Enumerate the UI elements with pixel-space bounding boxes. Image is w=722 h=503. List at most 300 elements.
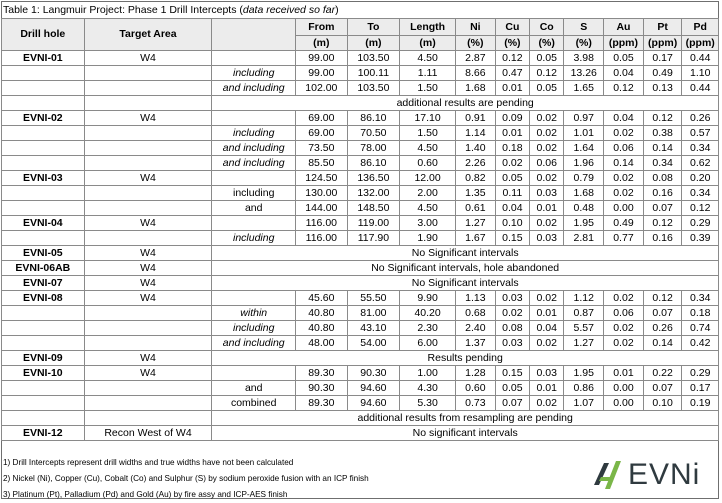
value-cu: 0.01 (495, 81, 529, 96)
value-s: 0.87 (564, 306, 604, 321)
value-from: 69.00 (296, 111, 348, 126)
target-area: W4 (84, 111, 212, 126)
header-cu: Cu (495, 19, 529, 36)
header-from-unit: (m) (296, 36, 348, 51)
value-length: 2.00 (400, 186, 456, 201)
value-to: 148.50 (347, 201, 400, 216)
table-body (2, 51, 719, 441)
target-area (84, 381, 212, 396)
drill-hole-id: EVNI-07 (2, 276, 85, 291)
table-row (2, 366, 719, 381)
table-row (2, 381, 719, 396)
value-ni: 0.60 (456, 381, 496, 396)
value-pt: 0.17 (643, 51, 682, 66)
value-cu: 0.05 (495, 381, 529, 396)
value-co: 0.12 (530, 66, 564, 81)
value-length: 9.90 (400, 291, 456, 306)
header-drill-hole: Drill hole (2, 19, 85, 51)
value-from: 89.30 (296, 366, 348, 381)
header-pt: Pt (643, 19, 682, 36)
target-area (84, 321, 212, 336)
value-pt: 0.10 (643, 396, 682, 411)
value-co: 0.02 (530, 126, 564, 141)
drill-hole-id (2, 156, 85, 171)
value-au: 0.04 (604, 66, 644, 81)
table-row (2, 66, 719, 81)
target-area: W4 (84, 216, 212, 231)
value-ni: 0.91 (456, 111, 496, 126)
target-area: W4 (84, 51, 212, 66)
drill-hole-id (2, 141, 85, 156)
interval-qualifier (212, 51, 296, 66)
value-au: 0.49 (604, 216, 644, 231)
value-co: 0.03 (530, 186, 564, 201)
table-title: Table 1: Langmuir Project: Phase 1 Drill Intercepts (data received so far) (3, 4, 339, 16)
interval-status: No Significant intervals (212, 276, 719, 291)
header-s-unit: (%) (564, 36, 604, 51)
value-from: 116.00 (296, 216, 348, 231)
value-pt: 0.49 (643, 66, 682, 81)
value-co: 0.06 (530, 156, 564, 171)
value-to: 86.10 (347, 156, 400, 171)
interval-qualifier: within (212, 306, 296, 321)
interval-qualifier: including (212, 231, 296, 246)
target-area: Recon West of W4 (84, 426, 212, 441)
value-cu: 0.15 (495, 231, 529, 246)
value-s: 0.48 (564, 201, 604, 216)
value-cu: 0.04 (495, 201, 529, 216)
interval-qualifier: and (212, 201, 296, 216)
value-co: 0.02 (530, 336, 564, 351)
value-to: 55.50 (347, 291, 400, 306)
value-s: 1.07 (564, 396, 604, 411)
interval-qualifier (212, 216, 296, 231)
evni-logo (590, 455, 716, 495)
target-area: W4 (84, 246, 212, 261)
value-pd: 0.20 (682, 171, 719, 186)
drill-hole-id: EVNI-02 (2, 111, 85, 126)
header-au: Au (604, 19, 644, 36)
header-s: S (564, 19, 604, 36)
value-co: 0.03 (530, 231, 564, 246)
target-area: W4 (84, 171, 212, 186)
pending-note: additional results from resampling are pending (212, 411, 719, 426)
value-cu: 0.11 (495, 186, 529, 201)
row-empty-hole (2, 96, 85, 111)
target-area (84, 126, 212, 141)
footnote-3: 3) Platinum (Pt), Palladium (Pd) and Gold (Au) by fire assy and ICP-AES finish (3, 490, 288, 499)
value-ni: 1.13 (456, 291, 496, 306)
target-area (84, 201, 212, 216)
drill-hole-id: EVNI-03 (2, 171, 85, 186)
header-pd: Pd (682, 19, 719, 36)
value-s: 1.95 (564, 216, 604, 231)
value-au: 0.00 (604, 201, 644, 216)
value-ni: 1.35 (456, 186, 496, 201)
value-cu: 0.01 (495, 126, 529, 141)
value-cu: 0.18 (495, 141, 529, 156)
table-row (2, 186, 719, 201)
interval-qualifier: including (212, 321, 296, 336)
value-au: 0.05 (604, 51, 644, 66)
value-co: 0.01 (530, 381, 564, 396)
value-length: 1.11 (400, 66, 456, 81)
value-s: 1.68 (564, 186, 604, 201)
value-to: 70.50 (347, 126, 400, 141)
value-s: 1.65 (564, 81, 604, 96)
value-from: 89.30 (296, 396, 348, 411)
value-s: 1.95 (564, 366, 604, 381)
table-row (2, 246, 719, 261)
value-to: 119.00 (347, 216, 400, 231)
value-co: 0.05 (530, 81, 564, 96)
interval-qualifier: and including (212, 156, 296, 171)
interval-status: No significant intervals (212, 426, 719, 441)
value-ni: 1.67 (456, 231, 496, 246)
drill-hole-id (2, 201, 85, 216)
header-length: Length (400, 19, 456, 36)
value-au: 0.02 (604, 321, 644, 336)
value-pd: 0.34 (682, 291, 719, 306)
value-ni: 0.68 (456, 306, 496, 321)
drill-hole-id: EVNI-05 (2, 246, 85, 261)
value-pd: 0.34 (682, 186, 719, 201)
value-to: 43.10 (347, 321, 400, 336)
value-s: 1.27 (564, 336, 604, 351)
table-row (2, 96, 719, 111)
value-pd: 0.17 (682, 381, 719, 396)
value-co: 0.03 (530, 366, 564, 381)
value-co: 0.01 (530, 201, 564, 216)
value-from: 69.00 (296, 126, 348, 141)
interval-qualifier: including (212, 186, 296, 201)
table-row (2, 396, 719, 411)
drill-hole-id: EVNI-12 (2, 426, 85, 441)
value-from: 99.00 (296, 51, 348, 66)
header-co: Co (530, 19, 564, 36)
drill-hole-id: EVNI-10 (2, 366, 85, 381)
value-pd: 0.29 (682, 216, 719, 231)
value-ni: 1.28 (456, 366, 496, 381)
value-length: 0.60 (400, 156, 456, 171)
table-row (2, 321, 719, 336)
value-ni: 8.66 (456, 66, 496, 81)
value-from: 116.00 (296, 231, 348, 246)
footnotes (3, 455, 369, 503)
table-row (2, 426, 719, 441)
value-length: 3.00 (400, 216, 456, 231)
interval-qualifier: including (212, 66, 296, 81)
footnote-1: 1) Drill Intercepts represent drill widths and true widths have not been calculated (3, 458, 294, 467)
value-ni: 2.40 (456, 321, 496, 336)
value-ni: 1.27 (456, 216, 496, 231)
table-row (2, 156, 719, 171)
value-length: 4.50 (400, 51, 456, 66)
value-from: 73.50 (296, 141, 348, 156)
value-pd: 0.26 (682, 111, 719, 126)
value-cu: 0.12 (495, 51, 529, 66)
drill-hole-id: EVNI-08 (2, 291, 85, 306)
value-ni: 2.26 (456, 156, 496, 171)
value-au: 0.06 (604, 141, 644, 156)
value-pt: 0.16 (643, 231, 682, 246)
target-area: W4 (84, 351, 212, 366)
value-s: 0.97 (564, 111, 604, 126)
interval-qualifier: and (212, 381, 296, 396)
value-pd: 0.29 (682, 366, 719, 381)
value-from: 48.00 (296, 336, 348, 351)
header-to-unit: (m) (347, 36, 400, 51)
value-s: 2.81 (564, 231, 604, 246)
target-area (84, 306, 212, 321)
value-ni: 0.73 (456, 396, 496, 411)
value-from: 85.50 (296, 156, 348, 171)
value-co: 0.02 (530, 291, 564, 306)
value-s: 13.26 (564, 66, 604, 81)
value-au: 0.02 (604, 186, 644, 201)
value-from: 90.30 (296, 381, 348, 396)
table-row (2, 171, 719, 186)
target-area (84, 231, 212, 246)
value-au: 0.02 (604, 171, 644, 186)
evni-logo-text: EVNi (628, 458, 701, 491)
value-length: 6.00 (400, 336, 456, 351)
table-row (2, 126, 719, 141)
value-s: 1.96 (564, 156, 604, 171)
value-to: 103.50 (347, 81, 400, 96)
value-ni: 1.68 (456, 81, 496, 96)
table-row (2, 216, 719, 231)
value-to: 78.00 (347, 141, 400, 156)
value-length: 4.50 (400, 141, 456, 156)
value-pt: 0.08 (643, 171, 682, 186)
value-co: 0.04 (530, 321, 564, 336)
value-length: 1.50 (400, 81, 456, 96)
drill-hole-id (2, 381, 85, 396)
drill-hole-id (2, 81, 85, 96)
value-from: 40.80 (296, 306, 348, 321)
header-cu-unit: (%) (495, 36, 529, 51)
target-area: W4 (84, 276, 212, 291)
value-length: 1.90 (400, 231, 456, 246)
table-row (2, 201, 719, 216)
value-from: 130.00 (296, 186, 348, 201)
value-pd: 0.44 (682, 81, 719, 96)
header-to: To (347, 19, 400, 36)
value-au: 0.04 (604, 111, 644, 126)
value-pd: 0.12 (682, 201, 719, 216)
value-cu: 0.02 (495, 156, 529, 171)
value-au: 0.06 (604, 306, 644, 321)
table-row (2, 291, 719, 306)
value-pd: 0.39 (682, 231, 719, 246)
drill-hole-id (2, 321, 85, 336)
value-au: 0.02 (604, 336, 644, 351)
value-to: 86.10 (347, 111, 400, 126)
value-pt: 0.34 (643, 156, 682, 171)
value-pt: 0.12 (643, 111, 682, 126)
value-s: 0.79 (564, 171, 604, 186)
value-length: 2.30 (400, 321, 456, 336)
value-pd: 0.57 (682, 126, 719, 141)
value-to: 132.00 (347, 186, 400, 201)
value-ni: 0.82 (456, 171, 496, 186)
header-ni: Ni (456, 19, 496, 36)
value-pd: 0.62 (682, 156, 719, 171)
value-length: 12.00 (400, 171, 456, 186)
value-au: 0.14 (604, 156, 644, 171)
drill-hole-id: EVNI-06AB (2, 261, 85, 276)
value-au: 0.02 (604, 291, 644, 306)
value-pd: 0.42 (682, 336, 719, 351)
value-from: 40.80 (296, 321, 348, 336)
value-length: 1.50 (400, 126, 456, 141)
drill-hole-id (2, 231, 85, 246)
interval-qualifier: combined (212, 396, 296, 411)
header-ni-unit: (%) (456, 36, 496, 51)
target-area (84, 396, 212, 411)
header-from: From (296, 19, 348, 36)
drill-hole-id: EVNI-01 (2, 51, 85, 66)
value-s: 5.57 (564, 321, 604, 336)
header-row (2, 19, 719, 36)
target-area (84, 336, 212, 351)
value-to: 103.50 (347, 51, 400, 66)
value-pt: 0.26 (643, 321, 682, 336)
drill-intercepts-table (1, 18, 719, 441)
value-to: 94.60 (347, 396, 400, 411)
value-s: 3.98 (564, 51, 604, 66)
value-cu: 0.09 (495, 111, 529, 126)
value-pt: 0.13 (643, 81, 682, 96)
table-row (2, 351, 719, 366)
value-from: 102.00 (296, 81, 348, 96)
value-pd: 1.10 (682, 66, 719, 81)
header-pt-unit: (ppm) (643, 36, 682, 51)
value-co: 0.02 (530, 216, 564, 231)
value-cu: 0.02 (495, 306, 529, 321)
row-empty-hole (2, 411, 85, 426)
value-ni: 1.14 (456, 126, 496, 141)
value-pt: 0.07 (643, 201, 682, 216)
value-pt: 0.12 (643, 216, 682, 231)
header-length-unit: (m) (400, 36, 456, 51)
value-co: 0.05 (530, 51, 564, 66)
target-area (84, 141, 212, 156)
interval-qualifier: and including (212, 81, 296, 96)
value-from: 45.60 (296, 291, 348, 306)
value-to: 100.11 (347, 66, 400, 81)
value-ni: 2.87 (456, 51, 496, 66)
interval-qualifier (212, 111, 296, 126)
drill-hole-id (2, 186, 85, 201)
value-pt: 0.07 (643, 381, 682, 396)
evni-leaf-icon (590, 455, 626, 493)
drill-hole-id (2, 396, 85, 411)
interval-qualifier (212, 366, 296, 381)
value-pt: 0.14 (643, 141, 682, 156)
value-cu: 0.47 (495, 66, 529, 81)
value-s: 1.64 (564, 141, 604, 156)
interval-qualifier: and including (212, 141, 296, 156)
header-co-unit: (%) (530, 36, 564, 51)
value-pt: 0.16 (643, 186, 682, 201)
value-to: 81.00 (347, 306, 400, 321)
value-length: 4.30 (400, 381, 456, 396)
target-area: W4 (84, 261, 212, 276)
value-au: 0.00 (604, 396, 644, 411)
table-row (2, 111, 719, 126)
table-row (2, 276, 719, 291)
value-cu: 0.07 (495, 396, 529, 411)
interval-status: No Significant intervals (212, 246, 719, 261)
drill-hole-id (2, 336, 85, 351)
value-to: 136.50 (347, 171, 400, 186)
drill-hole-id (2, 306, 85, 321)
drill-hole-id: EVNI-04 (2, 216, 85, 231)
value-co: 0.02 (530, 111, 564, 126)
value-cu: 0.10 (495, 216, 529, 231)
value-ni: 0.61 (456, 201, 496, 216)
target-area: W4 (84, 366, 212, 381)
value-pt: 0.38 (643, 126, 682, 141)
value-au: 0.77 (604, 231, 644, 246)
value-s: 0.86 (564, 381, 604, 396)
table-row (2, 231, 719, 246)
value-au: 0.01 (604, 366, 644, 381)
target-area (84, 156, 212, 171)
value-au: 0.02 (604, 126, 644, 141)
value-length: 17.10 (400, 111, 456, 126)
target-area: W4 (84, 291, 212, 306)
header-pd-unit: (ppm) (682, 36, 719, 51)
value-ni: 1.37 (456, 336, 496, 351)
value-pt: 0.14 (643, 336, 682, 351)
table-row (2, 306, 719, 321)
value-co: 0.02 (530, 396, 564, 411)
value-cu: 0.15 (495, 366, 529, 381)
drill-hole-id: EVNI-09 (2, 351, 85, 366)
table-row (2, 81, 719, 96)
value-pt: 0.12 (643, 291, 682, 306)
value-from: 144.00 (296, 201, 348, 216)
target-area (84, 66, 212, 81)
value-s: 1.01 (564, 126, 604, 141)
drill-hole-id (2, 66, 85, 81)
value-from: 124.50 (296, 171, 348, 186)
pending-note: additional results are pending (212, 96, 719, 111)
value-length: 40.20 (400, 306, 456, 321)
target-area (84, 81, 212, 96)
value-s: 1.12 (564, 291, 604, 306)
row-empty-area (84, 96, 212, 111)
header-target-area: Target Area (84, 19, 212, 51)
value-cu: 0.03 (495, 336, 529, 351)
header-qualifier (212, 19, 296, 51)
interval-status: Results pending (212, 351, 719, 366)
table-row (2, 261, 719, 276)
value-au: 0.00 (604, 381, 644, 396)
value-pd: 0.18 (682, 306, 719, 321)
value-to: 90.30 (347, 366, 400, 381)
value-length: 5.30 (400, 396, 456, 411)
interval-qualifier: including (212, 126, 296, 141)
value-pd: 0.19 (682, 396, 719, 411)
drill-hole-id (2, 126, 85, 141)
table-row (2, 141, 719, 156)
row-empty-area (84, 411, 212, 426)
value-co: 0.02 (530, 141, 564, 156)
